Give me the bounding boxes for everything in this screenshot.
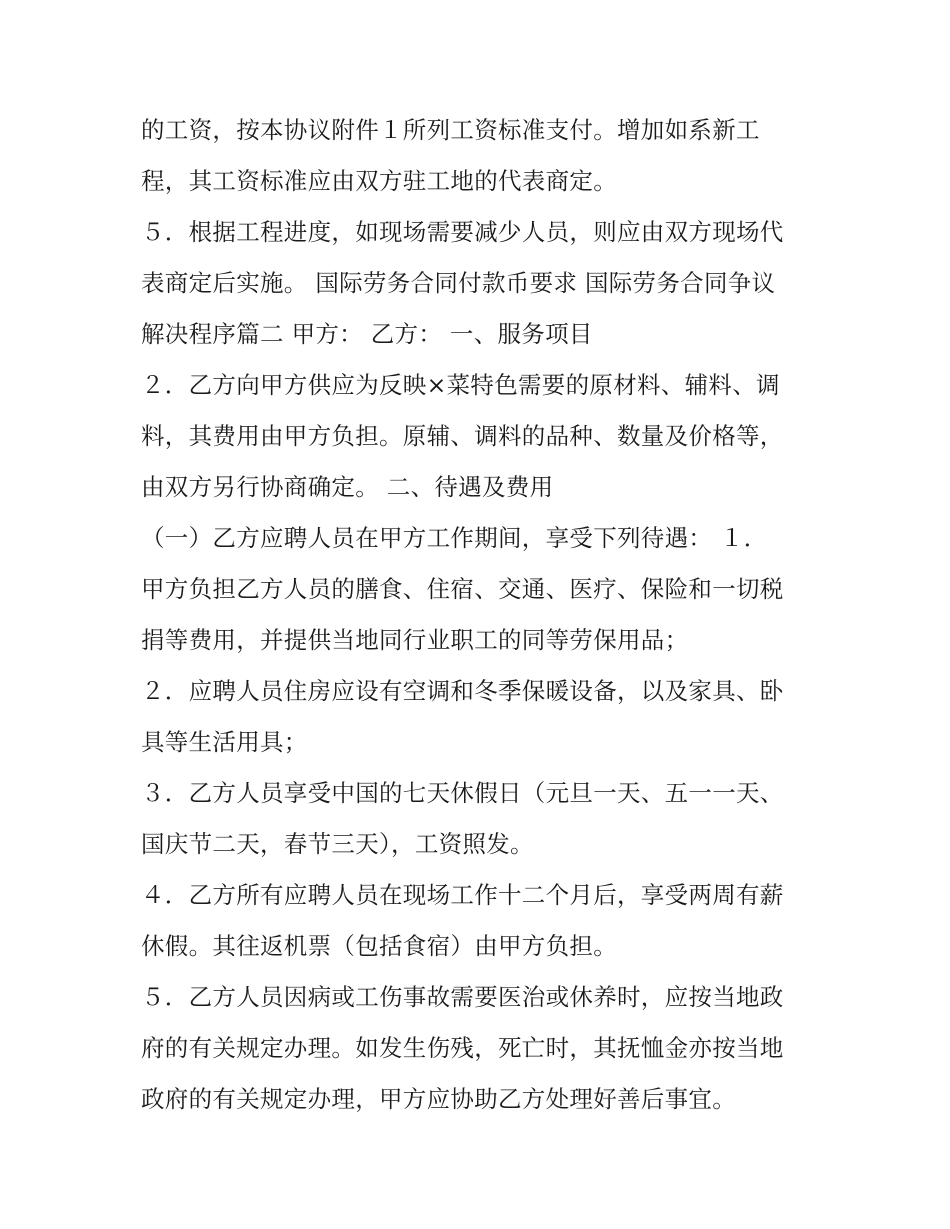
text-line: 解决程序篇二 甲方： 乙方： 一、服务项目 — [141, 320, 593, 348]
text-line: 休假。其往返机票（包括食宿）由甲方负担。 — [141, 932, 617, 960]
text-line: 的工资，按本协议附件１所列工资标准支付。增加如系新工 — [141, 116, 760, 144]
text-line: ２．乙方向甲方供应为反映×菜特色需要的原材料、辅料、调 — [141, 371, 780, 399]
text-line: 甲方负担乙方人员的膳食、住宿、交通、医疗、保险和一切税 — [141, 575, 784, 603]
text-line: 料，其费用由甲方负担。原辅、调料的品种、数量及价格等， — [141, 422, 784, 450]
text-line: 捐等费用，并提供当地同行业职工的同等劳保用品； — [141, 626, 689, 654]
text-line: 国庆节二天，春节三天），工资照发。 — [141, 830, 534, 858]
text-line: ５．根据工程进度，如现场需要减少人员，则应由双方现场代 — [141, 218, 784, 246]
text-line: 具等生活用具； — [141, 728, 308, 756]
text-line: （一）乙方应聘人员在甲方工作期间，享受下列待遇： １． — [141, 524, 768, 552]
text-line: 由双方另行协商确定。 二、待遇及费用 — [141, 473, 554, 501]
text-line: ５．乙方人员因病或工伤事故需要医治或休养时，应按当地政 — [141, 983, 784, 1011]
text-line: 程，其工资标准应由双方驻工地的代表商定。 — [141, 167, 617, 195]
text-line: 政府的有关规定办理，甲方应协助乙方处理好善后事宜。 — [141, 1085, 736, 1113]
document-body — [141, 105, 821, 1125]
text-line: 表商定后实施。 国际劳务合同付款币要求 国际劳务合同争议 — [141, 269, 776, 297]
text-line: 府的有关规定办理。如发生伤残，死亡时，其抚恤金亦按当地 — [141, 1034, 784, 1062]
text-line: ３．乙方人员享受中国的七天休假日（元旦一天、五一一天、 — [141, 779, 784, 807]
text-line: ４．乙方所有应聘人员在现场工作十二个月后，享受两周有薪 — [141, 881, 784, 909]
text-line: ２．应聘人员住房应设有空调和冬季保暖设备，以及家具、卧 — [141, 677, 784, 705]
